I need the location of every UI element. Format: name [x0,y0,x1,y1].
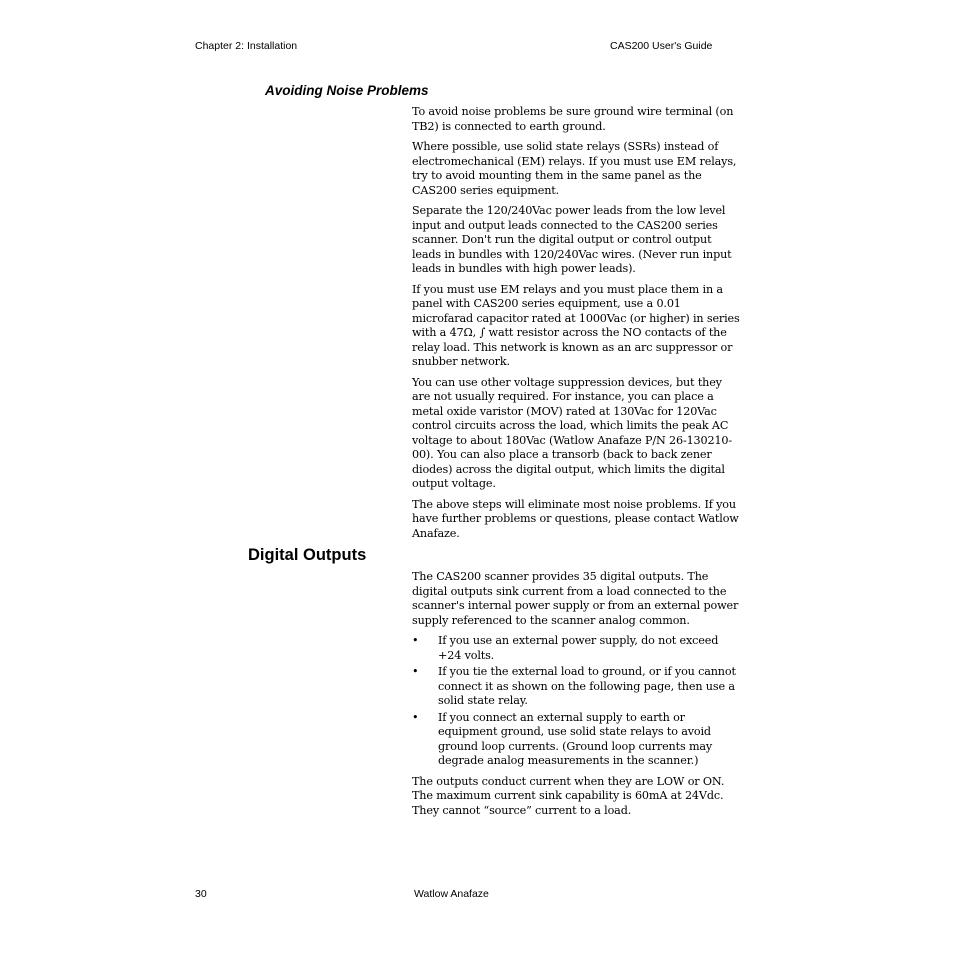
paragraph: The outputs conduct current when they are LOW or ON. The maximum current sink capability is 60mA at 24Vdc. They cannot “source” current to a load. [412,774,725,817]
list-item-text: If you tie the external load to ground, or if you cannot connect it as shown on the following page, then use a solid state relay. [438,665,736,707]
paragraph: The above steps will eliminate most noise problems. If you have further problems or questions, please contact Watlow Anafaze. [412,497,739,540]
noise-section-body [412,105,742,547]
section-heading-avoiding-noise: Avoiding Noise Problems [265,83,429,98]
paragraph: Where possible, use solid state relays (SSRs) instead of electromechanical (EM) relays. If you must use EM relays, try to avoid mounting them in the same panel as the CAS200 series equipment. [412,140,737,197]
paragraph: The CAS200 scanner provides 35 digital outputs. The digital outputs sink current from a load connected to the scanner's internal power supply or from an external power supply referenced to the scanner analog common. [412,570,739,627]
bullet-icon: • [412,634,419,647]
section-heading-digital-outputs: Digital Outputs [248,546,367,564]
list-item [412,634,742,663]
list-item-text: If you use an external power supply, do not exceed +24 volts. [438,634,719,662]
paragraph: Separate the 120/240Vac power leads from the low level input and output leads connected to the CAS200 series scanner. Don't run the digital output or control output leads in bundles with 120/240Vac wires. (Never run input leads in bundles with high power leads). [412,204,732,275]
paragraph: You can use other voltage suppression devices, but they are not usually required. For instance, you can place a metal oxide varistor (MOV) rated at 130Vac for 120Vac control circuits across the load, which limits the peak AC voltage to about 180Vac (Watlow Anafaze P/N 26-130210-00). You can also place a transorb (back to back zener diodes) across the digital output, which limits the digital output voltage. [412,375,733,490]
paragraph: If you must use EM relays and you must place them in a panel with CAS200 series equipment, use a 0.01 microfarad capacitor rated at 1000Vac (or higher) in series with a 47Ω, ∫ watt resistor across the NO contacts of the relay load. This network is known as an arc suppressor or snubber network. [412,282,740,368]
page-number: 30 [195,888,207,900]
running-header-chapter: Chapter 2: Installation [195,40,298,52]
list-item-text: If you connect an external supply to earth or equipment ground, use solid state relays to avoid ground loop currents. (Ground loop currents may degrade analog measurements in the scanner.) [438,710,713,767]
bullet-icon: • [412,665,419,678]
footer-company: Watlow Anafaze [414,888,489,900]
bullet-icon: • [412,710,419,724]
bullet-list [412,634,742,769]
list-item [412,711,742,769]
list-item [412,665,742,709]
digital-outputs-body [412,570,742,824]
running-header-guide-title: CAS200 User's Guide [610,40,713,52]
paragraph: To avoid noise problems be sure ground wire terminal (on TB2) is connected to earth ground. [412,105,734,133]
